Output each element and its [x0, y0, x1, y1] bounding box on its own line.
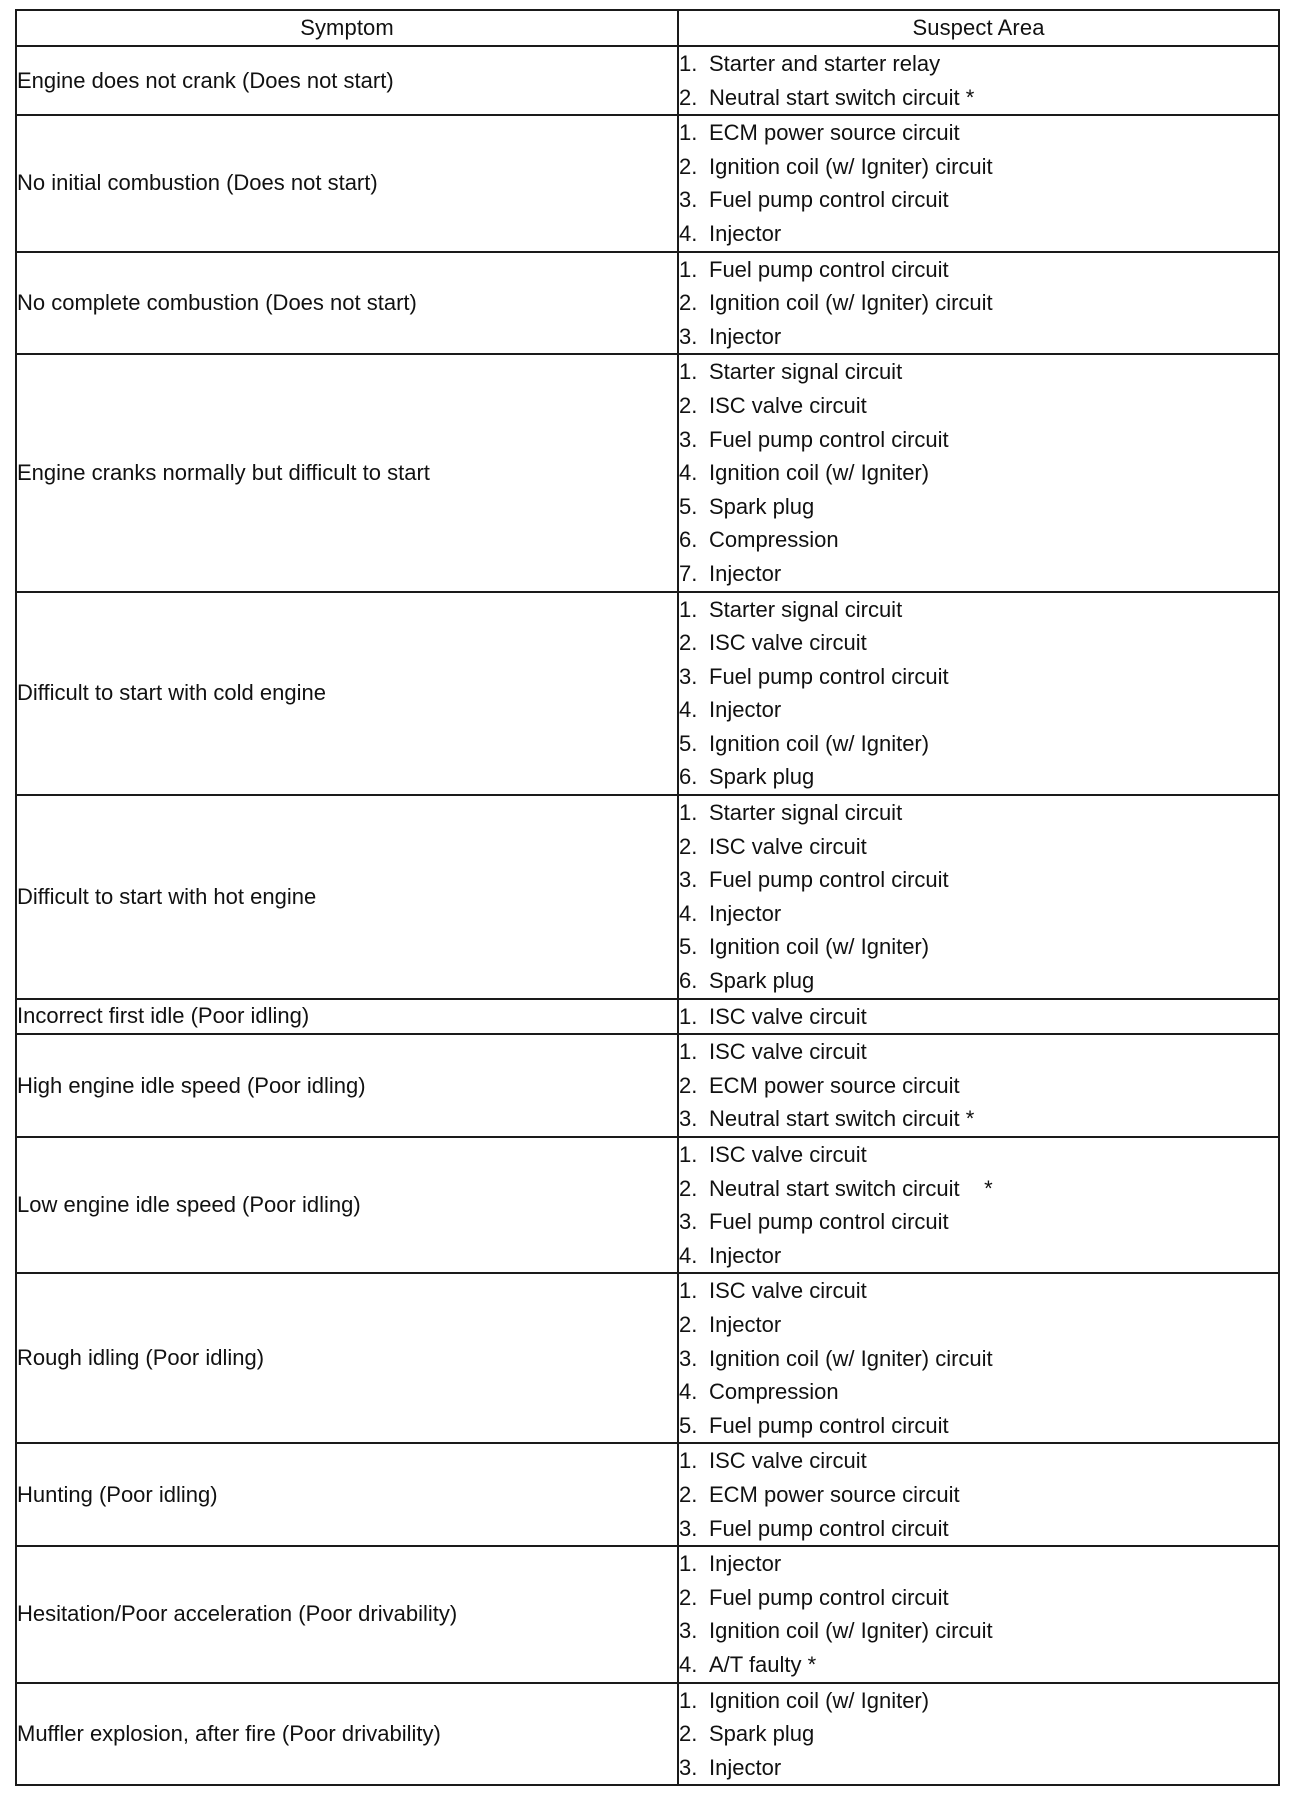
suspect-item [679, 1000, 1278, 1034]
suspect-item-number: 4. [679, 1242, 698, 1268]
suspect-item [679, 320, 1278, 354]
suspect-item-number: 2. [679, 1481, 698, 1507]
suspect-item [679, 727, 1278, 761]
suspect-item-text: Spark plug [709, 968, 815, 994]
suspect-item-text: Starter and starter relay [709, 51, 941, 76]
suspect-item-text: Ignition coil (w/ Igniter) [709, 934, 930, 960]
suspect-item-number: 4. [679, 697, 698, 723]
suspect-item [679, 1375, 1278, 1409]
suspect-item-text: Spark plug [709, 1721, 815, 1747]
suspect-item-text: Neutral start switch circuit * [709, 1175, 993, 1201]
suspect-item-text: Injector [709, 1311, 782, 1337]
suspect-item-text: Injector [709, 323, 782, 349]
suspect-item-text: Fuel pump control circuit [709, 663, 949, 689]
suspect-item-number: 1. [679, 1278, 698, 1304]
suspect-item [679, 1648, 1278, 1682]
suspect-item-number: 6. [679, 968, 698, 994]
suspect-item [679, 693, 1278, 727]
suspect-item-text: Starter signal circuit [709, 800, 903, 826]
suspect-item-number: 2. [679, 1072, 698, 1098]
suspect-item [679, 217, 1278, 251]
suspect-item-number: 1. [679, 359, 698, 385]
suspect-item-number: 1. [679, 800, 698, 826]
symptom-header: Symptom [16, 10, 678, 46]
suspect-item-text: ISC valve circuit [709, 392, 867, 418]
suspect-item-text: Neutral start switch circuit * [709, 1106, 975, 1132]
suspect-item-text: Fuel pump control circuit [709, 1412, 949, 1438]
suspect-item [679, 150, 1278, 184]
suspect-item-number: 7. [679, 560, 698, 586]
suspect-item [679, 1172, 1278, 1206]
suspect-item-text: ISC valve circuit [709, 1142, 867, 1167]
suspect-list [679, 1547, 1278, 1681]
suspect-item-text: Ignition coil (w/ Igniter) [709, 730, 930, 756]
suspect-item [679, 1239, 1278, 1273]
suspect-item-text: ECM power source circuit [709, 120, 960, 146]
suspect-item-number: 5. [679, 493, 698, 519]
suspect-item-text: Fuel pump control circuit [709, 1515, 949, 1541]
suspect-item-text: Fuel pump control circuit [709, 426, 949, 452]
suspect-item [679, 1444, 1278, 1478]
suspect-item [679, 1342, 1278, 1376]
table-row [16, 46, 1279, 115]
symptom-cell: No complete combustion (Does not start) [16, 252, 678, 355]
suspect-item [679, 1751, 1278, 1785]
suspect-item-number: 5. [679, 934, 698, 960]
header-row [16, 10, 1279, 46]
suspect-item-number: 1. [679, 596, 698, 622]
symptom-cell: Engine cranks normally but difficult to start [16, 354, 678, 591]
suspect-item-number: 3. [679, 1515, 698, 1541]
suspect-item [679, 253, 1278, 287]
suspect-item-number: 1. [679, 1039, 698, 1065]
symptom-cell: Difficult to start with hot engine [16, 795, 678, 999]
suspect-item-number: 1. [679, 1003, 698, 1029]
suspect-item [679, 423, 1278, 457]
suspect-item [679, 1069, 1278, 1103]
suspect-item [679, 1478, 1278, 1512]
suspect-item-text: Ignition coil (w/ Igniter) circuit [709, 1618, 993, 1644]
suspect-item-text: ISC valve circuit [709, 1448, 867, 1474]
suspect-item [679, 626, 1278, 660]
suspect-item-number: 4. [679, 1379, 698, 1405]
suspect-item-number: 1. [679, 120, 698, 146]
suspect-item-text: Injector [709, 1754, 782, 1780]
suspect-list [679, 1444, 1278, 1545]
suspect-area-cell [678, 46, 1279, 115]
suspect-item [679, 523, 1278, 557]
suspect-item-text: Injector [709, 900, 782, 926]
symptom-cell: No initial combustion (Does not start) [16, 115, 678, 251]
suspect-item-number: 4. [679, 220, 698, 246]
suspect-item [679, 830, 1278, 864]
suspect-list [679, 355, 1278, 590]
suspect-list [679, 1684, 1278, 1785]
suspect-item-text: Fuel pump control circuit [709, 187, 949, 213]
suspect-item-text: ECM power source circuit [709, 1072, 960, 1098]
suspect-area-cell [678, 1137, 1279, 1273]
suspect-item [679, 355, 1278, 389]
suspect-item [679, 964, 1278, 998]
suspect-item-text: ISC valve circuit [709, 833, 867, 859]
suspect-item-number: 2. [679, 1175, 698, 1201]
suspect-list [679, 116, 1278, 250]
symptom-cell: Muffler explosion, after fire (Poor drivability) [16, 1683, 678, 1786]
table-row [16, 1546, 1279, 1682]
suspect-item-text: Injector [709, 560, 782, 586]
suspect-item [679, 456, 1278, 490]
suspect-item [679, 796, 1278, 830]
suspect-area-cell [678, 999, 1279, 1035]
suspect-item [679, 1274, 1278, 1308]
suspect-item [679, 760, 1278, 794]
suspect-item-number: 4. [679, 1651, 698, 1677]
suspect-item [679, 1308, 1278, 1342]
suspect-item [679, 490, 1278, 524]
suspect-item [679, 81, 1278, 115]
suspect-list [679, 1035, 1278, 1136]
suspect-item [679, 930, 1278, 964]
suspect-area-cell [678, 115, 1279, 251]
symptom-cell: Hesitation/Poor acceleration (Poor drivability) [16, 1546, 678, 1682]
suspect-item-text: Injector [709, 220, 782, 246]
suspect-item [679, 1581, 1278, 1615]
suspect-item [679, 863, 1278, 897]
suspect-area-cell [678, 1443, 1279, 1546]
suspect-item-number: 3. [679, 867, 698, 893]
suspect-item-text: Ignition coil (w/ Igniter) [709, 1687, 930, 1713]
suspect-item [679, 116, 1278, 150]
suspect-area-cell [678, 1273, 1279, 1443]
suspect-item-number: 3. [679, 323, 698, 349]
suspect-item-number: 3. [679, 1345, 698, 1371]
suspect-item-text: Injector [709, 1551, 782, 1577]
suspect-item-number: 2. [679, 290, 698, 316]
suspect-item-text: ISC valve circuit [709, 630, 867, 656]
suspect-item-number: 6. [679, 527, 698, 553]
symptom-cell: Low engine idle speed (Poor idling) [16, 1137, 678, 1273]
symptom-cell: Incorrect first idle (Poor idling) [16, 999, 678, 1035]
suspect-area-cell [678, 795, 1279, 999]
suspect-item [679, 389, 1278, 423]
suspect-item-text: ECM power source circuit [709, 1481, 960, 1507]
table-row [16, 1273, 1279, 1443]
suspect-item-number: 1. [679, 1687, 698, 1713]
suspect-item [679, 1547, 1278, 1581]
suspect-list [679, 47, 1278, 114]
suspect-item-text: Ignition coil (w/ Igniter) circuit [709, 1345, 993, 1371]
table-row [16, 999, 1279, 1035]
suspect-item-text: Ignition coil (w/ Igniter) circuit [709, 153, 993, 179]
suspect-item-text: Spark plug [709, 764, 815, 790]
suspect-item-number: 1. [679, 1142, 698, 1167]
table-row [16, 592, 1279, 796]
suspect-item-number: 3. [679, 426, 698, 452]
table-row [16, 795, 1279, 999]
symptom-cell: Difficult to start with cold engine [16, 592, 678, 796]
table-row [16, 115, 1279, 251]
table-row [16, 1034, 1279, 1137]
table-row [16, 1443, 1279, 1546]
suspect-area-cell [678, 592, 1279, 796]
suspect-item-number: 2. [679, 153, 698, 179]
suspect-item-text: Fuel pump control circuit [709, 1584, 949, 1610]
suspect-item-text: Fuel pump control circuit [709, 867, 949, 893]
suspect-item-number: 3. [679, 1618, 698, 1644]
suspect-item [679, 897, 1278, 931]
suspect-item-number: 4. [679, 900, 698, 926]
suspect-item [679, 1138, 1278, 1172]
suspect-area-cell [678, 354, 1279, 591]
suspect-item [679, 660, 1278, 694]
suspect-item [679, 1409, 1278, 1443]
symptom-cell: High engine idle speed (Poor idling) [16, 1034, 678, 1137]
symptom-table [15, 9, 1280, 1786]
table-body [16, 46, 1279, 1785]
suspect-item-text: A/T faulty * [709, 1651, 817, 1677]
suspect-area-cell [678, 1683, 1279, 1786]
suspect-item-number: 5. [679, 1412, 698, 1438]
suspect-item [679, 1102, 1278, 1136]
suspect-item [679, 1614, 1278, 1648]
suspect-item [679, 1717, 1278, 1751]
suspect-item-number: 2. [679, 392, 698, 418]
suspect-item-text: Starter signal circuit [709, 596, 903, 622]
suspect-area-cell [678, 1034, 1279, 1137]
table-row [16, 1137, 1279, 1273]
suspect-item-text: Ignition coil (w/ Igniter) circuit [709, 290, 993, 316]
suspect-item [679, 557, 1278, 591]
suspect-item-text: Compression [709, 527, 839, 553]
suspect-list [679, 796, 1278, 998]
suspect-item-text: Fuel pump control circuit [709, 256, 949, 282]
suspect-item [679, 183, 1278, 217]
suspect-item-number: 3. [679, 187, 698, 213]
suspect-item-number: 2. [679, 84, 698, 110]
suspect-item-number: 2. [679, 833, 698, 859]
suspect-item [679, 593, 1278, 627]
suspect-item [679, 47, 1278, 81]
suspect-list [679, 593, 1278, 795]
suspect-item-number: 1. [679, 256, 698, 282]
suspect-item-number: 2. [679, 1311, 698, 1337]
symptom-cell: Engine does not crank (Does not start) [16, 46, 678, 115]
symptom-cell: Hunting (Poor idling) [16, 1443, 678, 1546]
suspect-area-cell [678, 1546, 1279, 1682]
suspect-item-number: 2. [679, 630, 698, 656]
suspect-item-text: Starter signal circuit [709, 359, 903, 385]
suspect-list [679, 1274, 1278, 1442]
suspect-item-number: 2. [679, 1721, 698, 1747]
suspect-item-text: ISC valve circuit [709, 1039, 867, 1065]
suspect-item [679, 1205, 1278, 1239]
symptom-cell: Rough idling (Poor idling) [16, 1273, 678, 1443]
suspect-item-number: 5. [679, 730, 698, 756]
suspect-item-text: Ignition coil (w/ Igniter) [709, 460, 930, 486]
suspect-item-text: ISC valve circuit [709, 1278, 867, 1304]
suspect-item-number: 3. [679, 1754, 698, 1780]
suspect-item [679, 1684, 1278, 1718]
suspect-item-text: Neutral start switch circuit * [709, 84, 975, 110]
suspect-item-number: 4. [679, 460, 698, 486]
suspect-item-number: 1. [679, 1551, 698, 1577]
table-row [16, 354, 1279, 591]
suspect-item-text: Spark plug [709, 493, 815, 519]
suspect-item [679, 1512, 1278, 1546]
suspect-item-number: 3. [679, 1209, 698, 1235]
suspect-item [679, 1035, 1278, 1069]
table-row [16, 252, 1279, 355]
suspect-item-text: Fuel pump control circuit [709, 1209, 949, 1235]
suspect-list [679, 253, 1278, 354]
suspect-area-header: Suspect Area [678, 10, 1279, 46]
suspect-area-cell [678, 252, 1279, 355]
suspect-list [679, 1138, 1278, 1272]
suspect-item-text: Compression [709, 1379, 839, 1405]
suspect-item-text: Injector [709, 1242, 782, 1268]
suspect-item-number: 1. [679, 1448, 698, 1474]
suspect-item-number: 3. [679, 1106, 698, 1132]
suspect-item-text: ISC valve circuit [709, 1003, 867, 1029]
table-row [16, 1683, 1279, 1786]
suspect-item-number: 2. [679, 1584, 698, 1610]
suspect-item-number: 3. [679, 663, 698, 689]
suspect-item [679, 286, 1278, 320]
suspect-item-number: 1. [679, 51, 698, 76]
suspect-item-number: 6. [679, 764, 698, 790]
suspect-list [679, 1000, 1278, 1034]
suspect-item-text: Injector [709, 697, 782, 723]
